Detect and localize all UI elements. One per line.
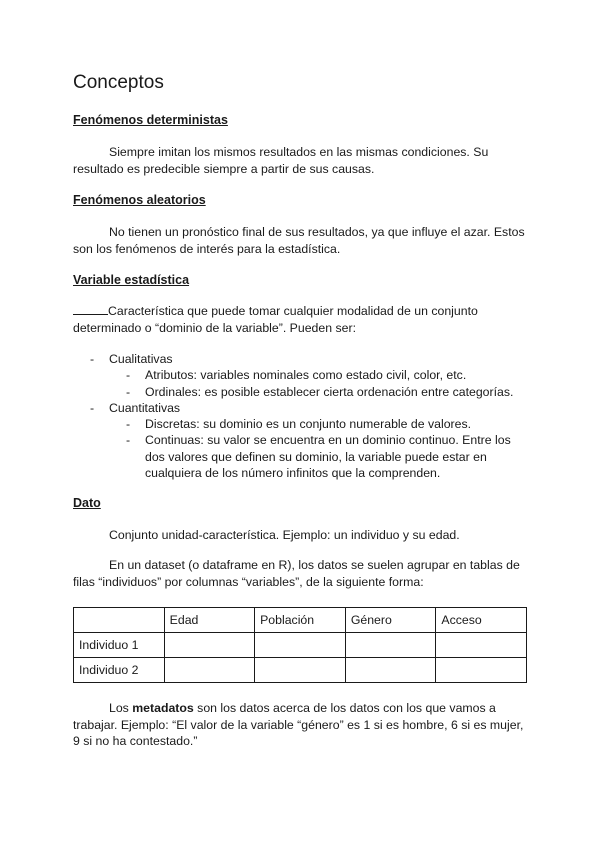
paragraph-deterministas: Siempre imitan los mismos resultados en las mismas condiciones. Su resultado es predecible siempre a partir de sus causas. — [73, 145, 489, 176]
paragraph-variable — [73, 303, 528, 336]
table-cell — [164, 658, 254, 683]
list-dash: - — [126, 384, 131, 399]
paragraph-aleatorios: No tienen un pronóstico final de sus resultados, ya que influye el azar. Estos son los fenómenos de interés para la estadística. — [73, 225, 525, 256]
list-dash: - — [126, 368, 131, 383]
list-item-text: Discretas: su dominio es un conjunto numerable de valores. — [145, 417, 472, 432]
paragraph-dato-2: En un dataset (o dataframe en R), los datos se suelen agrupar en tablas de filas “individuos” por columnas “variables”, de la siguiente forma: — [73, 558, 520, 589]
list-dash: - — [126, 433, 131, 448]
list-dash: - — [90, 352, 95, 366]
metadatos-text-after: son los datos acerca de los datos con los que vamos a trabajar. Ejemplo: “El valor de la variable “género” es 1 si es hombre, 6 si es mujer, 9 si no ha contestado.” — [73, 701, 524, 748]
table-cell — [436, 658, 527, 683]
table-cell — [255, 633, 346, 658]
table-header-cell: Acceso — [436, 608, 527, 633]
table-cell: Individuo 2 — [74, 658, 165, 683]
paragraph-variable-text: Característica que puede tomar cualquier modalidad de un conjunto determinado o “dominio de la variable”. Pueden ser: — [73, 304, 478, 335]
paragraph-metadatos — [73, 700, 528, 750]
table-row — [74, 633, 527, 658]
table-cell — [345, 633, 436, 658]
table-cell: Individuo 1 — [74, 633, 165, 658]
list-dash: - — [126, 417, 131, 432]
table-header-cell — [74, 608, 165, 633]
list-item-text: Continuas: su valor se encuentra en un dominio continuo. Entre los dos valores que definen su dominio, la variable puede estar en cualquiera de los número infinitos que la comprenden. — [145, 433, 511, 481]
heading-deterministas: Fenómenos deterministas — [73, 113, 228, 127]
list-item-label: Cualitativas — [109, 352, 173, 366]
data-table — [73, 607, 527, 683]
blank-underline — [73, 303, 108, 315]
table-cell — [255, 658, 346, 683]
cuantitativas-sublist — [109, 416, 533, 481]
paragraph-dato-1: Conjunto unidad-característica. Ejemplo: un individuo y su edad. — [109, 528, 460, 542]
page-title: Conceptos — [73, 72, 164, 93]
heading-variable: Variable estadística — [73, 273, 190, 287]
cualitativas-sublist — [109, 367, 533, 400]
table-header-cell: Población — [255, 608, 346, 633]
list-item-cuantitativas — [73, 400, 533, 481]
list-item — [109, 432, 533, 481]
table-header-row — [74, 608, 527, 633]
list-item-text: Atributos: variables nominales como estado civil, color, etc. — [145, 368, 467, 383]
list-item-text: Ordinales: es posible establecer cierta ordenación entre categorías. — [145, 384, 514, 399]
heading-dato: Dato — [73, 496, 101, 510]
table-row — [74, 658, 527, 683]
variable-types-list — [73, 351, 533, 481]
list-item-label: Cuantitativas — [109, 400, 181, 415]
heading-aleatorios: Fenómenos aleatorios — [73, 193, 206, 207]
list-item — [109, 416, 533, 432]
list-item — [109, 384, 533, 400]
metadatos-term: metadatos — [132, 701, 194, 715]
metadatos-text-before: Los — [109, 701, 133, 715]
list-item — [109, 367, 533, 383]
list-item-cualitativas — [73, 351, 533, 400]
list-dash: - — [90, 400, 95, 415]
table-header-cell: Edad — [164, 608, 254, 633]
table-cell — [436, 633, 527, 658]
table-cell — [345, 658, 436, 683]
table-cell — [164, 633, 254, 658]
table-header-cell: Género — [345, 608, 436, 633]
